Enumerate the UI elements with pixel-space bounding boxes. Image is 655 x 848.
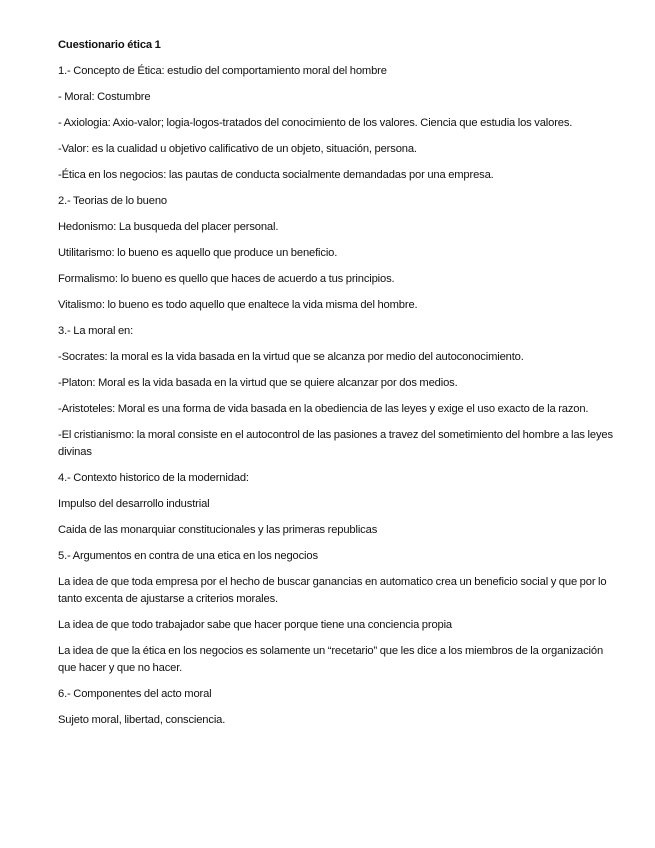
heading-theories-of-good: 2.- Teorias de lo bueno (58, 195, 167, 207)
paragraph-formalism: Formalismo: lo bueno es quello que haces de acuerdo a tus principios. (58, 273, 395, 285)
paragraph-hedonism: Hedonismo: La busqueda del placer personal. (58, 221, 279, 233)
heading-arguments-against: 5.- Argumentos en contra de una etica en los negocios (58, 550, 318, 562)
paragraph-vitalism: Vitalismo: lo bueno es todo aquello que enaltece la vida misma del hombre. (58, 299, 418, 311)
document-title: Cuestionario ética 1 (58, 39, 161, 51)
paragraph-christianity: -El cristianismo: la moral consiste en el autocontrol de las pasiones a travez del sometimiento del hombre a las leyes divinas (58, 429, 613, 458)
paragraph-argument-recipe: La idea de que la ética en los negocios es solamente un “recetario” que les dice a los miembros de la organización que hacer y que no hacer. (58, 645, 604, 674)
heading-modernity-context: 4.- Contexto historico de la modernidad: (58, 472, 249, 484)
paragraph-argument-conscience: La idea de que todo trabajador sabe que hacer porque tiene una conciencia propia (58, 619, 452, 631)
heading-morality-in: 3.- La moral en: (58, 325, 134, 337)
paragraph-ethics-concept: 1.- Concepto de Ética: estudio del comportamiento moral del hombre (58, 65, 387, 77)
paragraph-moral: - Moral: Costumbre (58, 91, 151, 103)
paragraph-value: -Valor: es la cualidad u objetivo calificativo de un objeto, situación, persona. (58, 143, 417, 155)
document-page (58, 37, 618, 738)
paragraph-axiology: - Axiologia: Axio-valor; logia-logos-tratados del conocimiento de los valores. Ciencia que estudia los valores. (58, 117, 573, 129)
paragraph-argument-profit: La idea de que toda empresa por el hecho de buscar ganancias en automatico crea un beneficio social y que por lo tanto excenta de ajustarse a criterios morales. (58, 576, 607, 605)
paragraph-industrial-development: Impulso del desarrollo industrial (58, 498, 210, 510)
heading-moral-act-components: 6.- Componentes del acto moral (58, 688, 212, 700)
paragraph-moral-act-components: Sujeto moral, libertad, consciencia. (58, 714, 226, 726)
paragraph-monarchies-republics: Caida de las monarquiar constitucionales y las primeras republicas (58, 524, 378, 536)
paragraph-business-ethics: -Ética en los negocios: las pautas de conducta socialmente demandadas por una empresa. (58, 169, 494, 181)
paragraph-utilitarianism: Utilitarismo: lo bueno es aquello que produce un beneficio. (58, 247, 338, 259)
paragraph-socrates: -Socrates: la moral es la vida basada en la virtud que se alcanza por medio del autoconocimiento. (58, 351, 524, 363)
paragraph-aristotle: -Aristoteles: Moral es una forma de vida basada en la obediencia de las leyes y exige el uso exacto de la razon. (58, 403, 589, 415)
paragraph-plato: -Platon: Moral es la vida basada en la virtud que se quiere alcanzar por dos medios. (58, 377, 458, 389)
